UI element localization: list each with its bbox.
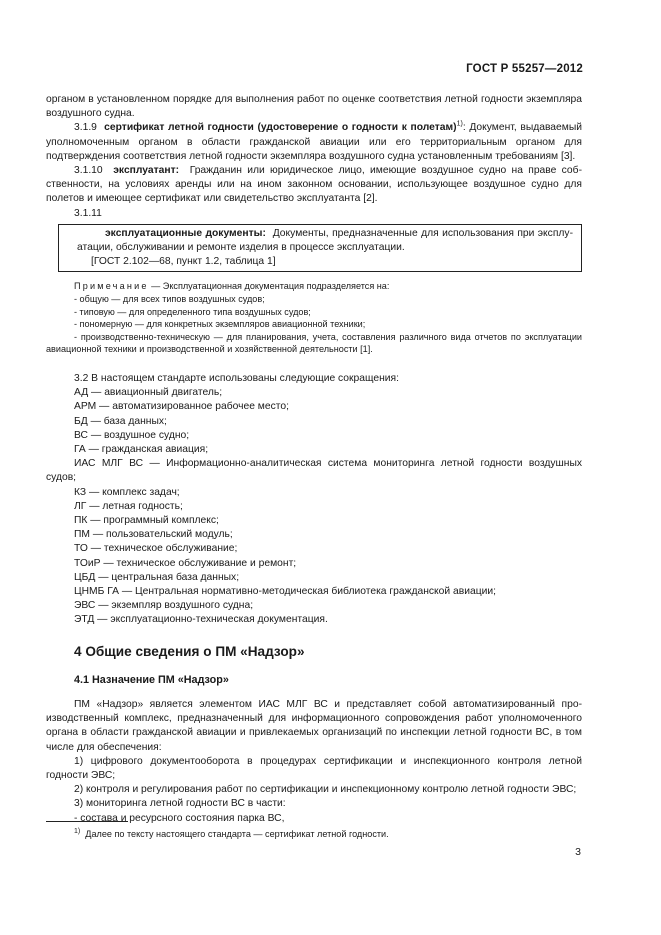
abbreviation-item: БД — база данных; bbox=[74, 415, 167, 427]
note-label: Примечание bbox=[74, 281, 149, 292]
clause-3-1-9 bbox=[46, 121, 582, 164]
note-intro: Примечание — Эксплуатационная документация подразделяется на: bbox=[74, 281, 390, 292]
abbreviation-item: КЗ — комплекс задач; bbox=[74, 486, 180, 498]
term-source: [ГОСТ 2.102—68, пункт 1.2, таблица 1] bbox=[91, 256, 276, 268]
note-item: - общую — для всех типов воздушных судов; bbox=[74, 294, 265, 305]
framed-term-box bbox=[58, 224, 582, 273]
note-item: - типовую — для определенного типа воздушных судов; bbox=[74, 306, 311, 317]
paragraph-continuation: органом в установленном порядке для выполнения работ по оценке соответствия летной годности экземпляра воздушного судна. bbox=[46, 94, 582, 120]
subsection-heading: 4.1 Назначение ПМ «Надзор» bbox=[74, 673, 229, 686]
section-list-item: - состава и ресурсного состояния парка ВС, bbox=[74, 812, 285, 824]
abbreviations-list bbox=[46, 372, 582, 628]
note-block bbox=[46, 280, 582, 356]
abbreviation-item: ПМ — пользовательский модуль; bbox=[74, 529, 233, 541]
abbreviation-item: ГА — гражданская авиация; bbox=[74, 444, 209, 456]
term-definition: Гражданин или юридическое лицо, имеющие воздушное судно на праве собственности, на условиях аренды или на ином законном основании, использующее воздушное судно для полетов и имеющее сертификат или свидетельство эксплуатанта [2]. bbox=[46, 165, 582, 205]
abbreviations-intro: 3.2 В настоящем стандарте использованы следующие сокращения: bbox=[74, 373, 399, 384]
abbreviation-item: ТО — техническое обслуживание; bbox=[74, 543, 238, 555]
page-number: 3 bbox=[575, 846, 581, 858]
section-list-item: 3) мониторинга летной годности ВС в части: bbox=[74, 798, 286, 810]
abbreviation-item: ТОиР — техническое обслуживание и ремонт; bbox=[74, 557, 297, 569]
section-intro-paragraph: ПМ «Надзор» является элементом ИАС МЛГ ВС и представляет собой автоматизированный производственный комплекс, предназначенный для информационного сопровождения работ уполномоченного органа в области гражданской авиации и привлекаемых организаций по инспекции летной годности ВС, в том числе для обеспечения: bbox=[46, 699, 582, 753]
abbreviation-item: ЭТД — эксплуатационно-техническая документация. bbox=[74, 614, 328, 626]
abbreviation-item: АД — авиационный двигатель; bbox=[74, 387, 223, 399]
abbreviation-item: ВС — воздушное судно; bbox=[74, 429, 190, 441]
note-item: - пономерную — для конкретных экземпляров авиационной техники; bbox=[74, 319, 366, 330]
footnote bbox=[74, 828, 389, 840]
clause-number: 3.1.9 bbox=[74, 122, 97, 134]
term-definition: : Документ, выдаваемый уполномоченным органом в области гражданской авиации или его территориальным органом для подтверждения соответствия летной годности экземпляра воздушного судна установленным требованиям [3]. bbox=[46, 122, 582, 162]
footnote-mark: 1) bbox=[74, 827, 81, 835]
abbreviation-item: ЦНМБ ГА — Центральная нормативно-методическая библиотека гражданской авиации; bbox=[74, 586, 496, 598]
term-definition: Документы, предназначенные для использования при эксплуатации, обслуживании и ремонте изделия в процессе эксплуатации. bbox=[77, 227, 573, 254]
clause-number: 3.1.10 bbox=[74, 165, 103, 177]
abbreviation-item: ЛГ — летная годность; bbox=[74, 500, 183, 512]
section-list-item: 2) контроля и регулирования работ по сертификации и инспекционному контролю летной годности ЭВС; bbox=[74, 784, 577, 796]
abbreviation-item: АРМ — автоматизированное рабочее место; bbox=[74, 401, 289, 413]
standard-code: ГОСТ Р 55257—2012 bbox=[466, 63, 583, 75]
term-name: эксплуатант: bbox=[113, 165, 180, 177]
footnote-divider bbox=[46, 821, 128, 822]
abbreviation-item: ПК — программный комплекс; bbox=[74, 515, 219, 527]
section-list-item: 1) цифрового документооборота в процедурах сертификации и инспекционного контроля летной годности ЭВС; bbox=[46, 755, 582, 782]
footnote-text: Далее по тексту настоящего стандарта — сертификат летной годности. bbox=[85, 829, 389, 839]
document-body bbox=[46, 93, 582, 826]
footnote-ref: 1) bbox=[456, 120, 463, 128]
note-item: - производственно-техническую — для планирования, учета, составления различного вида отчетов по эксплуатации авиационной техники и производственной и хозяйственной деятельности [1]. bbox=[46, 331, 582, 355]
abbreviation-item: ЭВС — экземпляр воздушного судна; bbox=[74, 600, 254, 612]
abbreviation-item: ИАС МЛГ ВС — Информационно-аналитическая система мониторинга летной годности воздушных судов; bbox=[46, 458, 582, 484]
abbreviation-item: ЦБД — центральная база данных; bbox=[74, 571, 240, 583]
clause-3-1-10 bbox=[46, 164, 582, 207]
section-heading: 4 Общие сведения о ПМ «Надзор» bbox=[74, 643, 305, 659]
term-name: эксплуатационные документы: bbox=[105, 227, 266, 239]
framed-term-line bbox=[77, 227, 573, 255]
clause-3-1-11: 3.1.11 bbox=[74, 207, 102, 219]
term-name: сертификат летной годности (удостоверение о годности к полетам) bbox=[104, 122, 457, 134]
